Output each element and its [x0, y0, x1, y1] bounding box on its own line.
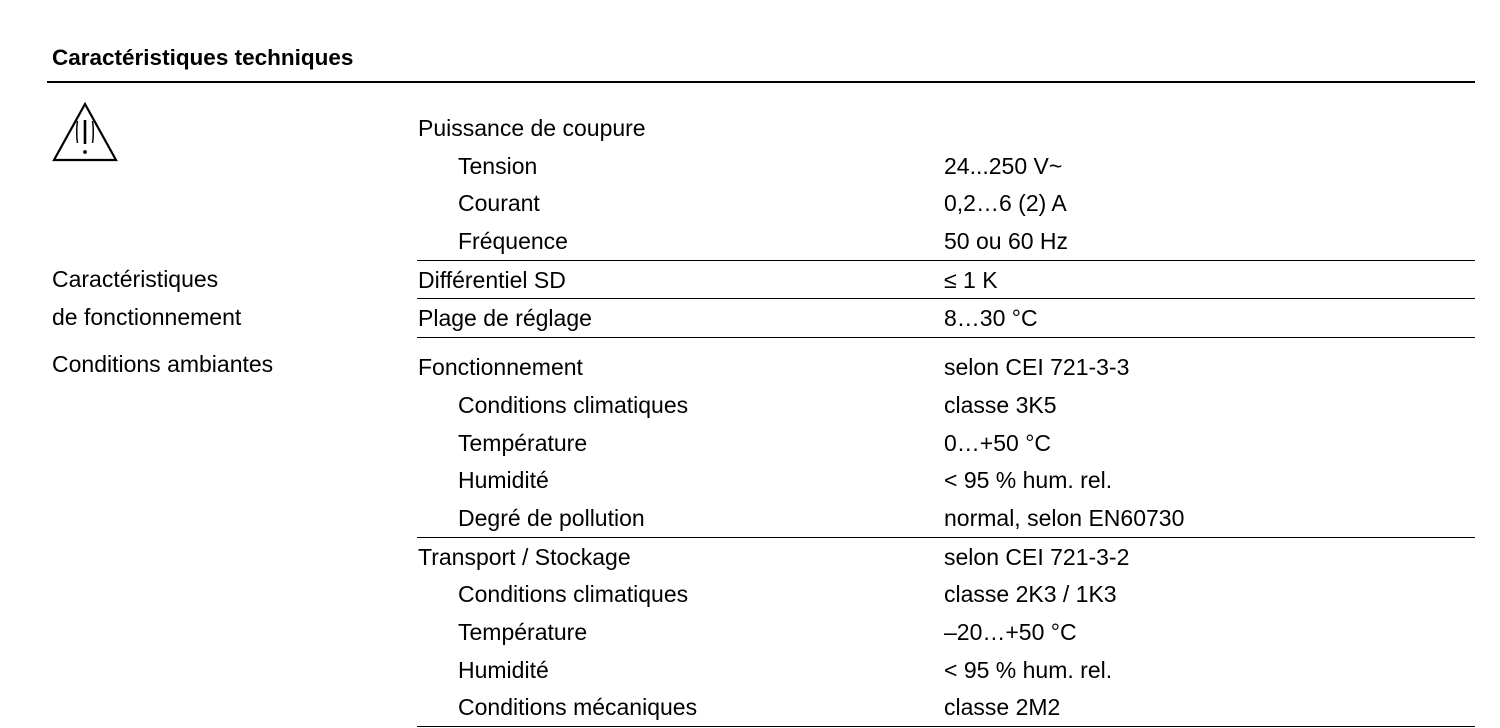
spec-value: 24...250 V~ [944, 152, 1063, 179]
spec-value: 50 ou 60 Hz [944, 228, 1069, 255]
spec-value: selon CEI 721-3-2 [944, 543, 1130, 570]
spec-value: 8…30 °C [944, 305, 1038, 332]
spec-value: –20…+50 °C [944, 618, 1077, 645]
spec-row [417, 688, 1475, 727]
section-label: Caractéristiques [52, 265, 219, 292]
spec-label: Différentiel SD [418, 266, 566, 293]
spec-value: < 95 % hum. rel. [944, 656, 1113, 683]
spec-value: classe 3K5 [944, 391, 1057, 418]
spec-row [417, 386, 1475, 424]
spec-label: Degré de pollution [458, 504, 645, 531]
spec-row [417, 147, 1475, 185]
spec-label: Fréquence [458, 228, 568, 255]
spec-label: Courant [458, 190, 540, 217]
spec-label: Tension [458, 152, 538, 179]
spec-label: Température [458, 618, 588, 645]
spec-row [417, 184, 1475, 222]
warning-triangle-icon [50, 100, 120, 164]
spec-value: classe 2M2 [944, 694, 1061, 721]
spec-value: ≤ 1 K [944, 266, 998, 293]
spec-row [417, 299, 1475, 338]
spec-value: normal, selon EN60730 [944, 504, 1185, 531]
spec-label: Humidité [458, 656, 549, 683]
spec-label: Plage de réglage [418, 305, 592, 332]
spec-row [417, 109, 1475, 147]
spec-row [417, 261, 1475, 300]
spec-value: < 95 % hum. rel. [944, 467, 1113, 494]
spec-row [417, 499, 1475, 538]
spec-value: selon CEI 721-3-3 [944, 354, 1130, 381]
spec-value: 0…+50 °C [944, 429, 1052, 456]
spec-table [417, 109, 1475, 727]
section-label: de fonctionnement [52, 303, 242, 330]
spec-label: Puissance de coupure [418, 115, 646, 141]
spec-row [417, 651, 1475, 689]
spec-value: classe 2K3 / 1K3 [944, 581, 1117, 608]
spec-row [417, 348, 1475, 386]
title-divider [47, 81, 1475, 83]
section-label: Conditions ambiantes [52, 351, 274, 378]
spec-row [417, 222, 1475, 261]
spec-row [417, 461, 1475, 499]
spec-row [417, 538, 1475, 576]
spec-row [417, 613, 1475, 651]
spec-label: Conditions climatiques [458, 391, 689, 418]
spec-label: Conditions climatiques [458, 581, 689, 608]
spec-value: 0,2…6 (2) A [944, 190, 1067, 217]
spec-label: Transport / Stockage [418, 543, 631, 570]
spec-label: Conditions mécaniques [458, 694, 698, 721]
spec-label: Fonctionnement [418, 354, 583, 381]
spec-row [417, 424, 1475, 462]
page-title: Caractéristiques techniques [52, 45, 354, 70]
spec-label: Humidité [458, 467, 549, 494]
spec-row [417, 575, 1475, 613]
spec-label: Température [458, 429, 588, 456]
